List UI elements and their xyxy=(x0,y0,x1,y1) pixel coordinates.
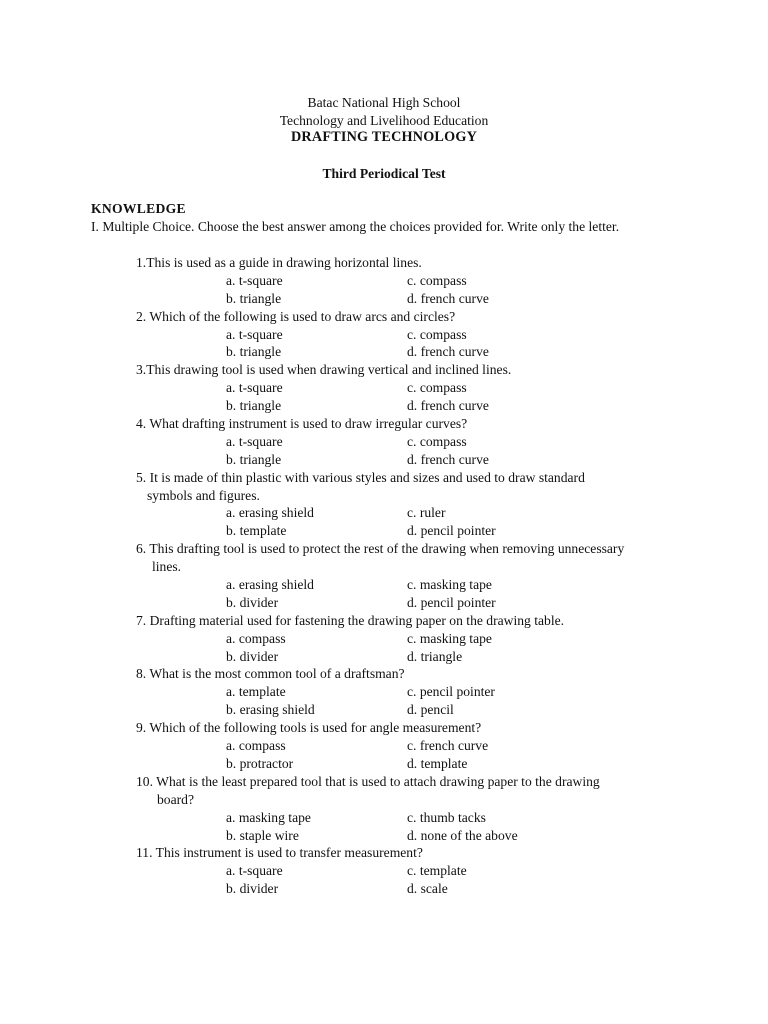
choice-d: d. french curve xyxy=(407,398,489,414)
choices-row xyxy=(0,272,768,290)
test-title: Third Periodical Test xyxy=(322,166,446,181)
choice-a: a. compass xyxy=(226,738,286,754)
choice-c: c. pencil pointer xyxy=(407,684,495,700)
choice-a: a. compass xyxy=(226,630,286,646)
question-list xyxy=(0,254,768,898)
question-item xyxy=(0,773,768,845)
subject-title: DRAFTING TECHNOLOGY xyxy=(290,129,478,145)
choices-row xyxy=(0,630,768,648)
choices-row xyxy=(0,522,768,540)
question-text-continued: lines. xyxy=(152,559,182,575)
choices-row xyxy=(0,326,768,344)
question-item xyxy=(0,540,768,612)
choice-b: b. erasing shield xyxy=(226,702,315,718)
choice-c: c. masking tape xyxy=(407,630,492,646)
choice-d: d. template xyxy=(407,755,468,771)
choice-d: d. french curve xyxy=(407,290,489,306)
choices-row xyxy=(0,451,768,469)
question-text: 8. What is the most common tool of a draftsman? xyxy=(136,666,405,682)
question-item xyxy=(0,469,768,541)
choices-row xyxy=(0,737,768,755)
choice-d: d. scale xyxy=(407,881,448,897)
choice-a: a. t-square xyxy=(226,326,283,342)
question-item xyxy=(0,719,768,773)
question-text: 7. Drafting material used for fastening the drawing paper on the drawing table. xyxy=(136,612,565,628)
choices-row xyxy=(0,827,768,845)
choices-row xyxy=(0,594,768,612)
instructions: I. Multiple Choice. Choose the best answer among the choices provided for. Write only the letter. xyxy=(91,219,620,234)
choice-b: b. divider xyxy=(226,594,279,610)
question-item xyxy=(0,665,768,719)
choice-c: c. french curve xyxy=(407,738,489,754)
question-text: 3.This drawing tool is used when drawing vertical and inclined lines. xyxy=(136,362,512,378)
choice-b: b. staple wire xyxy=(226,827,299,843)
choice-a: a. t-square xyxy=(226,863,283,879)
question-item xyxy=(0,612,768,666)
question-text: 4. What drafting instrument is used to draw irregular curves? xyxy=(136,416,468,432)
question-text-continued: board? xyxy=(157,791,194,807)
school-name: Batac National High School xyxy=(307,95,461,110)
choice-b: b. divider xyxy=(226,881,279,897)
choices-row xyxy=(0,504,768,522)
choices-row xyxy=(0,576,768,594)
choices-row xyxy=(0,880,768,898)
choices-row xyxy=(0,433,768,451)
question-item xyxy=(0,361,768,415)
choice-a: a. t-square xyxy=(226,272,283,288)
question-text: 10. What is the least prepared tool that is used to attach drawing paper to the drawing xyxy=(136,773,600,789)
choice-c: c. ruler xyxy=(407,505,446,521)
choice-b: b. triangle xyxy=(226,290,282,306)
choice-a: a. template xyxy=(226,684,286,700)
choice-c: c. masking tape xyxy=(407,577,492,593)
section-title: KNOWLEDGE xyxy=(91,201,186,216)
choice-b: b. triangle xyxy=(226,398,282,414)
choice-d: d. triangle xyxy=(407,648,463,664)
choice-c: c. thumb tacks xyxy=(407,809,486,825)
choice-c: c. compass xyxy=(407,380,467,396)
question-item xyxy=(0,308,768,362)
choice-a: a. erasing shield xyxy=(226,577,314,593)
question-text: 6. This drafting tool is used to protect the rest of the drawing when removing unnecessary xyxy=(136,541,625,557)
department-name: Technology and Livelihood Education xyxy=(279,112,489,128)
choices-row xyxy=(0,755,768,773)
choice-a: a. t-square xyxy=(226,380,283,396)
choice-b: b. divider xyxy=(226,648,279,664)
choice-b: b. template xyxy=(226,523,287,539)
choice-b: b. triangle xyxy=(226,451,282,467)
question-item xyxy=(0,844,768,898)
choice-d: d. pencil pointer xyxy=(407,523,496,539)
choices-row xyxy=(0,379,768,397)
choice-c: c. compass xyxy=(407,433,467,449)
choices-row xyxy=(0,701,768,719)
question-text: 5. It is made of thin plastic with various styles and sizes and used to draw standard xyxy=(136,469,585,485)
choice-d: d. french curve xyxy=(407,344,489,360)
choice-d: d. french curve xyxy=(407,451,489,467)
document-header xyxy=(0,94,768,147)
choice-d: d. pencil pointer xyxy=(407,594,496,610)
question-text: 1.This is used as a guide in drawing horizontal lines. xyxy=(136,255,422,270)
question-text: 2. Which of the following is used to draw arcs and circles? xyxy=(136,308,456,324)
choices-row xyxy=(0,683,768,701)
choices-row xyxy=(0,343,768,361)
choice-c: c. template xyxy=(407,863,467,879)
choice-b: b. protractor xyxy=(226,755,294,771)
question-item xyxy=(0,254,768,308)
choice-c: c. compass xyxy=(407,326,467,342)
choices-row xyxy=(0,397,768,415)
question-text: 9. Which of the following tools is used for angle measurement? xyxy=(136,720,482,736)
choices-row xyxy=(0,809,768,827)
choices-row xyxy=(0,862,768,880)
choice-b: b. triangle xyxy=(226,344,282,360)
choice-d: d. none of the above xyxy=(407,827,518,843)
question-text: 11. This instrument is used to transfer measurement? xyxy=(136,845,423,861)
choices-row xyxy=(0,648,768,666)
question-text-continued: symbols and figures. xyxy=(147,487,260,503)
question-item xyxy=(0,415,768,469)
choices-row xyxy=(0,290,768,308)
choice-d: d. pencil xyxy=(407,702,454,718)
choice-a: a. masking tape xyxy=(226,809,311,825)
choice-c: c. compass xyxy=(407,272,467,288)
choice-a: a. t-square xyxy=(226,433,283,449)
choice-a: a. erasing shield xyxy=(226,505,314,521)
